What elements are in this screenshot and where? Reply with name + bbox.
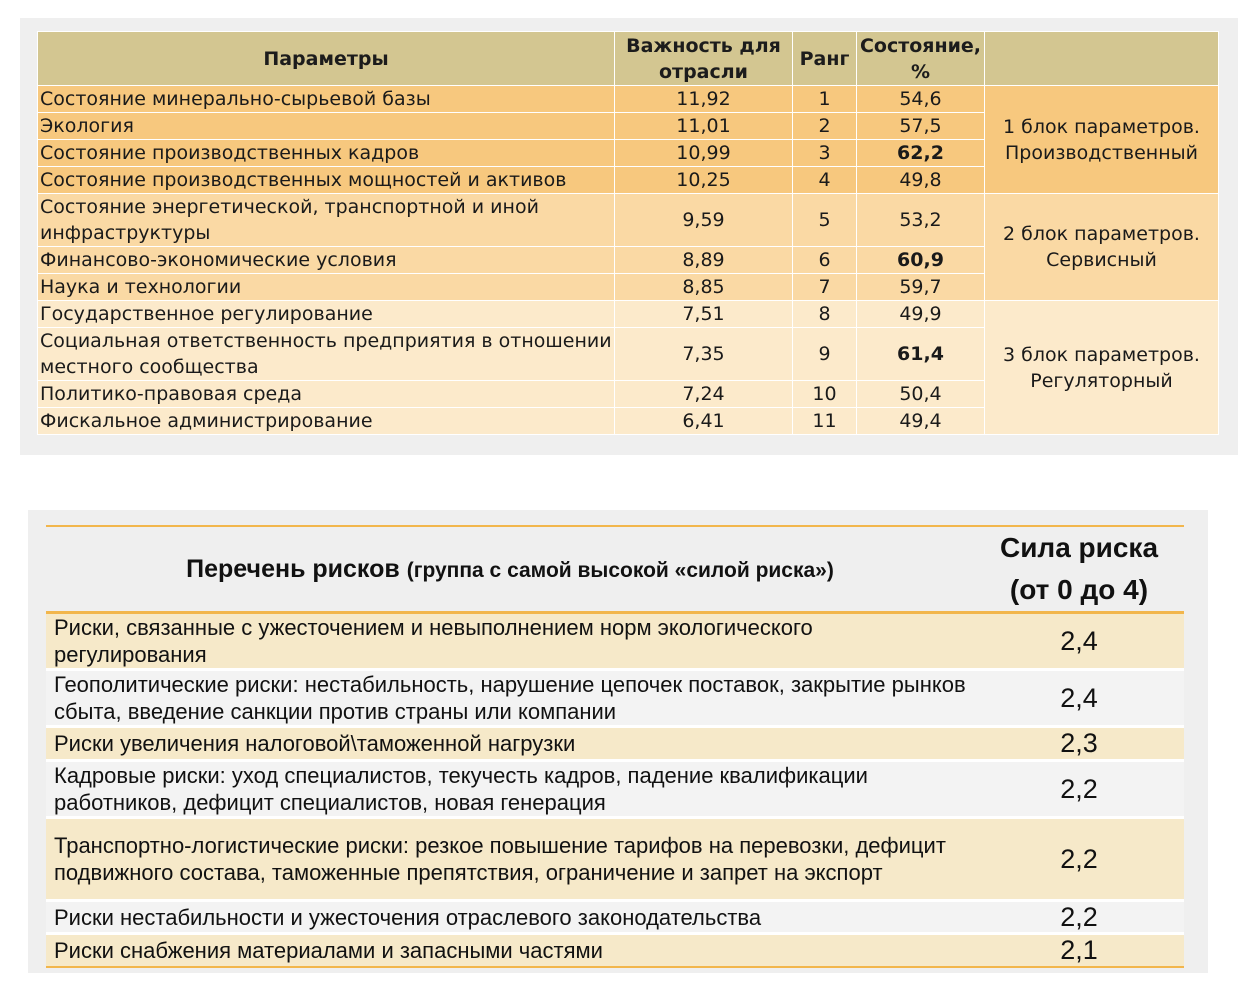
risk-text: Риски увеличения налоговой\таможенной нагрузки (46, 727, 974, 761)
param-rank: 7 (793, 274, 857, 301)
param-state: 62,2 (857, 140, 985, 167)
table-row (38, 86, 1219, 113)
risk-value: 2,1 (974, 934, 1184, 967)
param-rank: 3 (793, 140, 857, 167)
table-row (46, 761, 1184, 818)
param-name: Состояние производственных кадров (38, 140, 615, 167)
param-name: Финансово-экономические условия (38, 247, 615, 274)
header-state: Состояние, % (857, 32, 985, 86)
block-label-1: 1 блок параметров. Производственный (985, 86, 1219, 194)
header-rank: Ранг (793, 32, 857, 86)
table-row (46, 727, 1184, 761)
param-rank: 2 (793, 113, 857, 140)
param-state: 50,4 (857, 381, 985, 408)
table-row (46, 901, 1184, 934)
param-name: Состояние производственных мощностей и активов (38, 167, 615, 194)
header-risk-strength-line1: Сила риска (999, 532, 1159, 563)
parameters-table (37, 31, 1219, 435)
param-importance: 9,59 (615, 194, 793, 247)
risk-value: 2,4 (974, 670, 1184, 727)
param-rank: 6 (793, 247, 857, 274)
param-rank: 9 (793, 328, 857, 381)
risk-text: Риски нестабильности и ужесточения отраслевого законодательства (46, 901, 974, 934)
param-importance: 7,35 (615, 328, 793, 381)
param-state: 60,9 (857, 247, 985, 274)
risk-value: 2,3 (974, 727, 1184, 761)
risk-text: Геополитические риски: нестабильность, нарушение цепочек поставок, закрытие рынков сбыта, введение санкции против страны или компании (46, 670, 974, 727)
param-importance: 7,24 (615, 381, 793, 408)
param-name: Состояние энергетической, транспортной и иной инфраструктуры (38, 194, 615, 247)
risk-text: Риски, связанные с ужесточением и невыполнением норм экологического регулирования (46, 613, 974, 670)
risk-text: Транспортно-логистические риски: резкое повышение тарифов на перевозки, дефицит подвижного состава, таможенные препятствия, ограничение и запрет на экспорт (46, 818, 974, 901)
param-state: 49,8 (857, 167, 985, 194)
param-importance: 7,51 (615, 301, 793, 328)
param-name: Экология (38, 113, 615, 140)
param-state: 57,5 (857, 113, 985, 140)
param-importance: 10,25 (615, 167, 793, 194)
risk-text: Кадровые риски: уход специалистов, текучесть кадров, падение квалификации работников, дефицит специалистов, новая генерация (46, 761, 974, 818)
risk-value: 2,2 (974, 818, 1184, 901)
table-row (46, 613, 1184, 670)
param-rank: 8 (793, 301, 857, 328)
header-risk-list-main: Перечень рисков (186, 554, 400, 583)
param-rank: 5 (793, 194, 857, 247)
header-risk-list (46, 527, 974, 613)
risk-value: 2,4 (974, 613, 1184, 670)
param-name: Наука и технологии (38, 274, 615, 301)
risk-value: 2,2 (974, 901, 1184, 934)
table-row (38, 301, 1219, 328)
block-label-3: 3 блок параметров. Регуляторный (985, 301, 1219, 435)
header-risk-list-sub: (группа с самой высокой «силой риска») (406, 558, 834, 582)
table-row (46, 934, 1184, 967)
param-name: Состояние минерально-сырьевой базы (38, 86, 615, 113)
param-rank: 4 (793, 167, 857, 194)
param-name: Фискальное администрирование (38, 408, 615, 435)
param-rank: 11 (793, 408, 857, 435)
param-name: Социальная ответственность предприятия в отношении местного сообщества (38, 328, 615, 381)
param-name: Государственное регулирование (38, 301, 615, 328)
header-importance: Важность для отрасли (615, 32, 793, 86)
param-importance: 8,85 (615, 274, 793, 301)
header-risk-strength (974, 527, 1184, 613)
param-rank: 1 (793, 86, 857, 113)
param-importance: 11,92 (615, 86, 793, 113)
param-state: 49,9 (857, 301, 985, 328)
risks-panel (28, 510, 1208, 973)
risks-table (46, 527, 1184, 968)
risks-header-row (46, 527, 1184, 613)
header-block (985, 32, 1219, 86)
table-row (38, 194, 1219, 247)
param-state: 61,4 (857, 328, 985, 381)
header-risk-strength-line2: (от 0 до 4) (1009, 574, 1149, 605)
parameters-panel (20, 18, 1238, 455)
block-label-2: 2 блок параметров. Сервисный (985, 194, 1219, 301)
param-state: 59,7 (857, 274, 985, 301)
param-state: 49,4 (857, 408, 985, 435)
parameters-header-row (38, 32, 1219, 86)
param-importance: 11,01 (615, 113, 793, 140)
table-row (46, 670, 1184, 727)
param-state: 54,6 (857, 86, 985, 113)
param-state: 53,2 (857, 194, 985, 247)
param-rank: 10 (793, 381, 857, 408)
param-importance: 6,41 (615, 408, 793, 435)
table-row (46, 818, 1184, 901)
risk-text: Риски снабжения материалами и запасными частями (46, 934, 974, 967)
param-name: Политико-правовая среда (38, 381, 615, 408)
param-importance: 10,99 (615, 140, 793, 167)
risk-value: 2,2 (974, 761, 1184, 818)
param-importance: 8,89 (615, 247, 793, 274)
header-params: Параметры (38, 32, 615, 86)
